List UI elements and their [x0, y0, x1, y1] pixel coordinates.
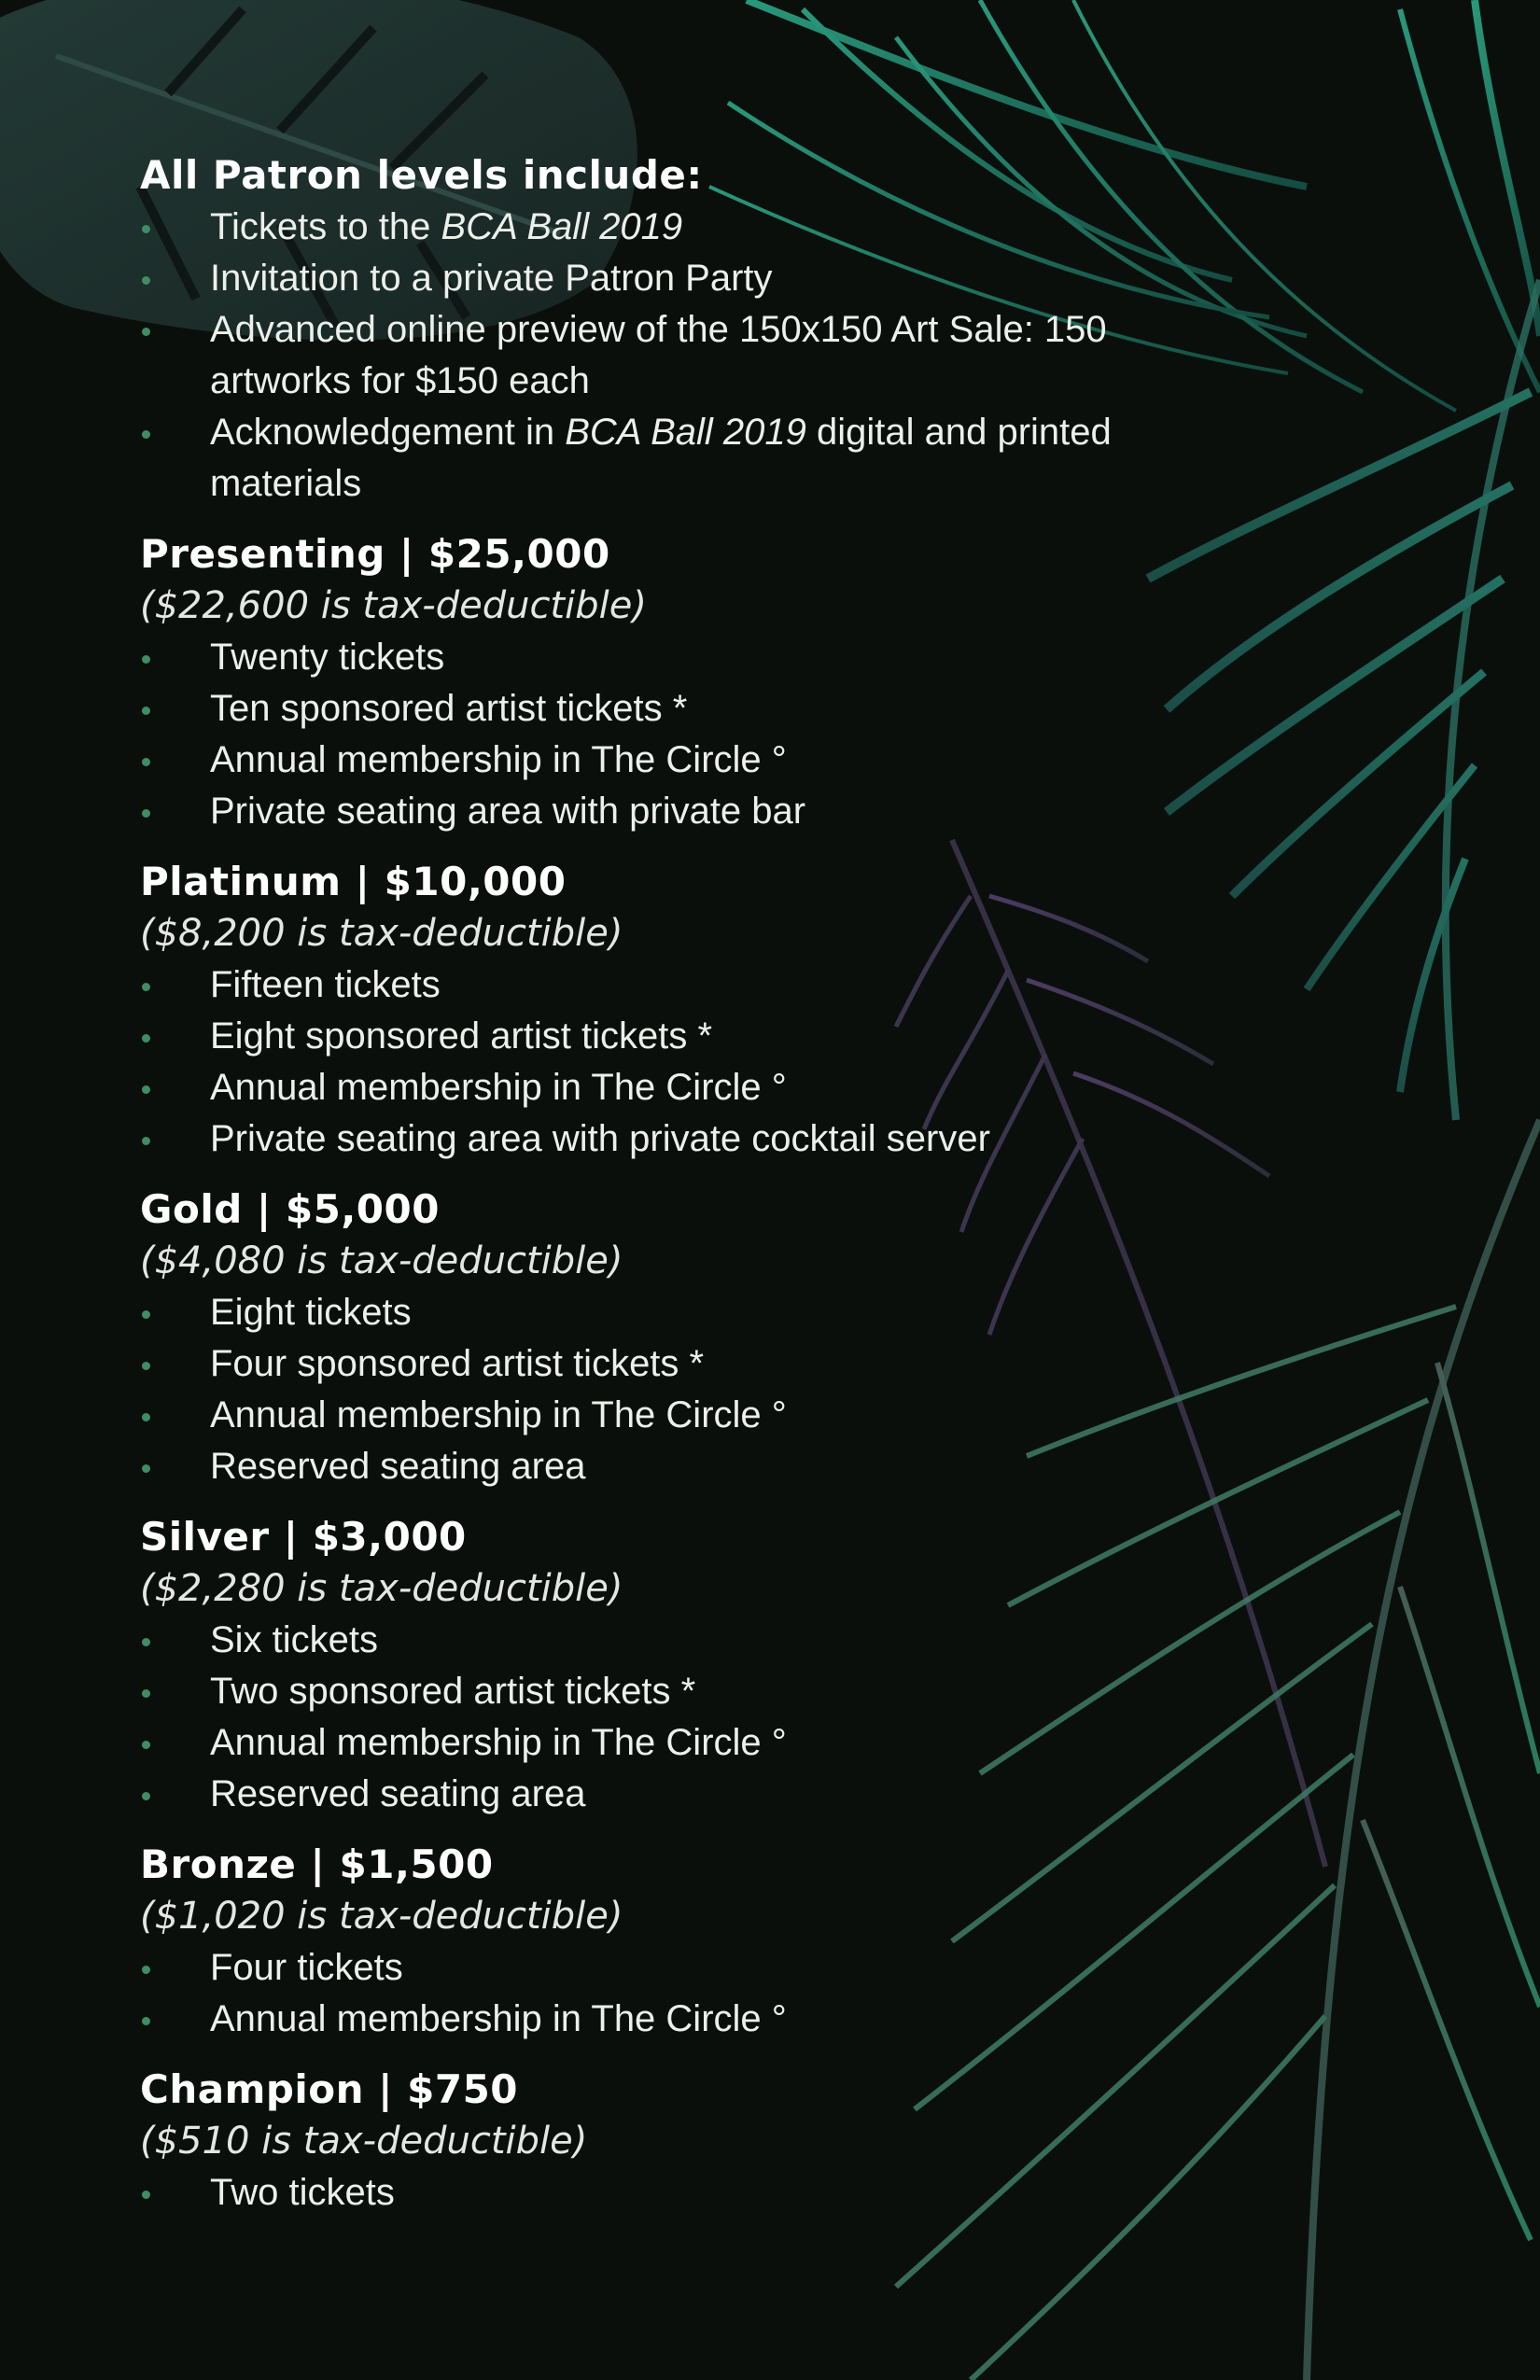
benefit-item: Annual membership in The Circle °	[140, 1062, 1213, 1113]
bullet-icon	[142, 1413, 150, 1421]
bullet-icon	[142, 276, 150, 285]
benefit-list	[140, 959, 1213, 1165]
bullet-icon	[142, 1792, 150, 1800]
level-heading: Silver | $3,000	[140, 1514, 467, 1560]
bullet-icon	[142, 707, 150, 715]
bullet-icon	[142, 1085, 150, 1094]
benefit-item: Four tickets	[140, 1942, 1213, 1994]
benefit-item: Two tickets	[140, 2167, 1213, 2219]
bullet-icon	[142, 225, 150, 233]
benefit-list	[140, 1287, 1213, 1492]
benefit-item: Twenty tickets	[140, 632, 1213, 683]
bullet-icon	[142, 983, 150, 991]
benefit-list	[140, 632, 1213, 837]
bullet-icon	[142, 1966, 150, 1974]
bullet-icon	[142, 1137, 150, 1145]
benefit-item: Two sponsored artist tickets *	[140, 1666, 1213, 1717]
benefit-item: Annual membership in The Circle °	[140, 1994, 1213, 2045]
level-gold	[140, 1183, 1213, 1492]
tax-deductible-note: ($4,080 is tax-deductible)	[140, 1239, 623, 1282]
benefit-item: Ten sponsored artist tickets *	[140, 683, 1213, 735]
benefit-item: Annual membership in The Circle °	[140, 1390, 1213, 1441]
tax-deductible-note: ($8,200 is tax-deductible)	[140, 912, 623, 955]
tax-deductible-note: ($1,020 is tax-deductible)	[140, 1895, 623, 1938]
intro-heading: All Patron levels include:	[140, 152, 703, 198]
intro-benefit-list	[140, 202, 1185, 510]
level-heading: Bronze | $1,500	[140, 1841, 494, 1887]
intro-benefit-item: Acknowledgement in BCA Ball 2019 digital and printed materials	[140, 407, 1185, 510]
benefit-item: Private seating area with private bar	[140, 786, 1213, 837]
bullet-icon	[142, 328, 150, 336]
bullet-icon	[142, 758, 150, 766]
bullet-icon	[142, 1741, 150, 1749]
level-platinum	[140, 856, 1213, 1165]
tax-deductible-note: ($22,600 is tax-deductible)	[140, 584, 647, 627]
benefit-item: Annual membership in The Circle °	[140, 735, 1213, 786]
level-champion	[140, 2064, 1213, 2219]
level-bronze	[140, 1839, 1213, 2045]
benefit-item: Reserved seating area	[140, 1441, 1213, 1492]
bullet-icon	[142, 1034, 150, 1043]
bullet-icon	[142, 1362, 150, 1370]
benefit-item: Eight sponsored artist tickets *	[140, 1011, 1213, 1062]
tax-deductible-note: ($2,280 is tax-deductible)	[140, 1567, 623, 1610]
bullet-icon	[142, 430, 150, 439]
bullet-icon	[142, 1638, 150, 1646]
level-heading: Gold | $5,000	[140, 1186, 440, 1232]
bullet-icon	[142, 1310, 150, 1319]
bullet-icon	[142, 2017, 150, 2025]
benefit-item: Fifteen tickets	[140, 959, 1213, 1011]
bullet-icon	[142, 1464, 150, 1473]
bullet-icon	[142, 655, 150, 664]
bullet-icon	[142, 809, 150, 818]
level-silver	[140, 1511, 1213, 1820]
benefit-list	[140, 1942, 1213, 2045]
intro-benefit-item: Tickets to the BCA Ball 2019	[140, 202, 1185, 253]
level-heading: Presenting | $25,000	[140, 531, 610, 577]
benefit-item: Four sponsored artist tickets *	[140, 1338, 1213, 1390]
benefit-list	[140, 2167, 1213, 2219]
benefit-item: Eight tickets	[140, 1287, 1213, 1338]
level-heading: Platinum | $10,000	[140, 859, 567, 904]
benefit-item: Annual membership in The Circle °	[140, 1717, 1213, 1769]
level-heading: Champion | $750	[140, 2066, 519, 2112]
intro-benefit-item: Invitation to a private Patron Party	[140, 253, 1185, 304]
benefit-item: Six tickets	[140, 1615, 1213, 1666]
benefit-item: Private seating area with private cocktail server	[140, 1113, 1213, 1165]
intro-benefit-item: Advanced online preview of the 150x150 Art Sale: 150 artworks for $150 each	[140, 304, 1185, 407]
patron-levels	[140, 149, 1213, 2219]
level-presenting	[140, 528, 1213, 837]
bullet-icon	[142, 2191, 150, 2199]
benefit-item: Reserved seating area	[140, 1769, 1213, 1820]
tax-deductible-note: ($510 is tax-deductible)	[140, 2120, 588, 2163]
benefit-list	[140, 1615, 1213, 1820]
intro-section	[140, 149, 1213, 510]
bullet-icon	[142, 1689, 150, 1698]
